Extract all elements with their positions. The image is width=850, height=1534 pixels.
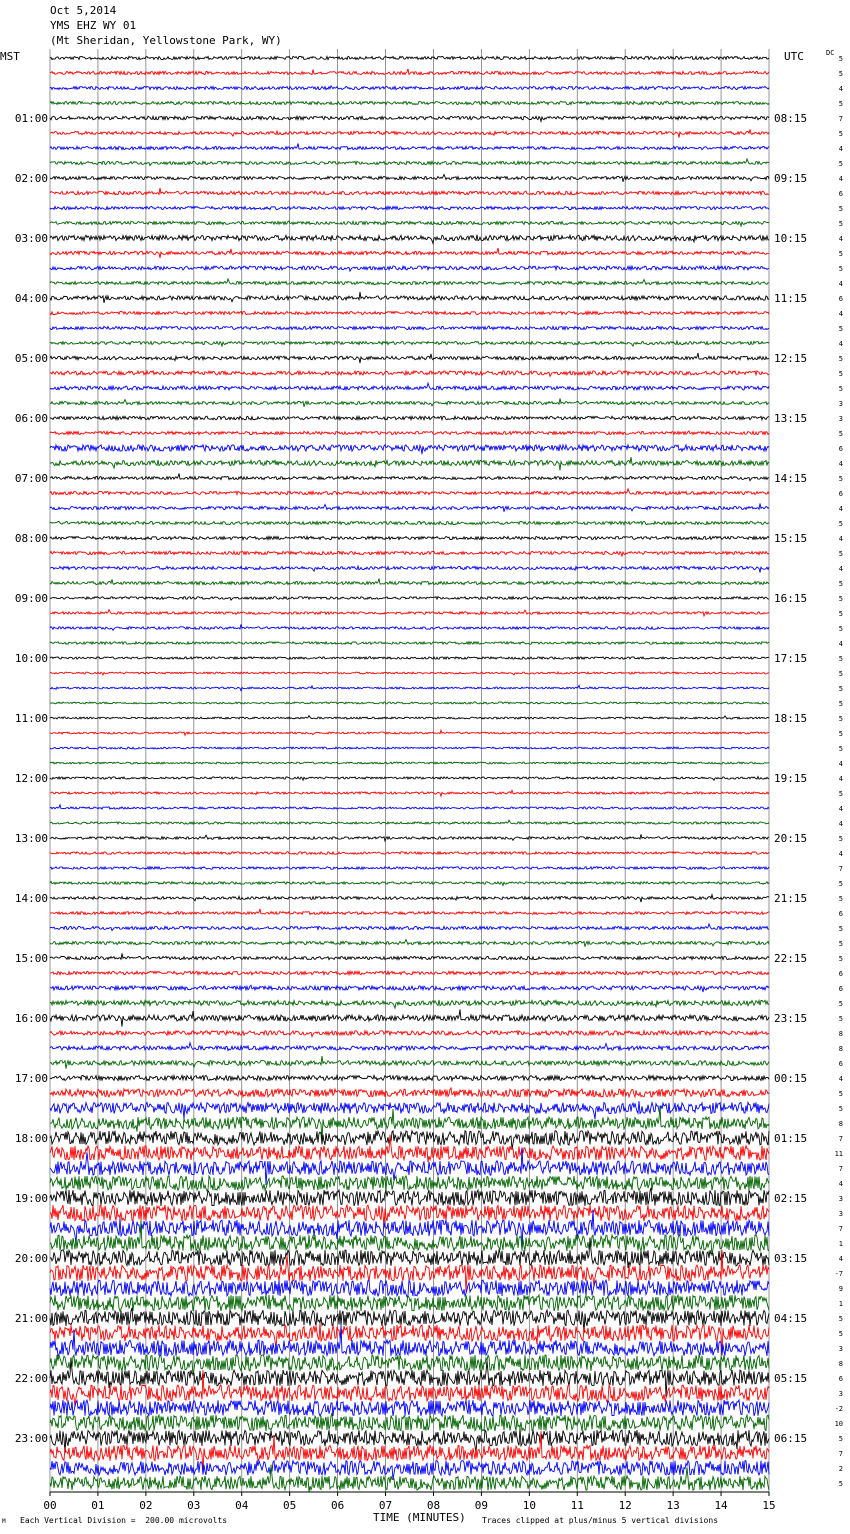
dc-offset-label: 7 xyxy=(838,1165,843,1173)
dc-offset-label: 5 xyxy=(838,790,843,798)
trace-5 xyxy=(50,116,769,121)
dc-offset-label: 5 xyxy=(838,715,843,723)
dc-offset-label: 6 xyxy=(838,490,843,498)
left-hour-label: 14:00 xyxy=(14,892,48,905)
left-hour-label: 17:00 xyxy=(14,1072,48,1085)
left-timezone-label: MST xyxy=(0,50,20,63)
dc-offset-label: 5 xyxy=(838,880,843,888)
dc-offset-label: 4 xyxy=(838,1180,843,1188)
trace-57 xyxy=(50,895,769,902)
dc-offset-label: 9 xyxy=(838,1285,843,1293)
trace-37 xyxy=(50,597,769,600)
left-hour-label: 02:00 xyxy=(14,172,48,185)
trace-27 xyxy=(50,445,769,454)
trace-8 xyxy=(50,159,769,166)
dc-offset-label: 5 xyxy=(838,385,843,393)
trace-36 xyxy=(50,579,769,585)
trace-51 xyxy=(50,805,769,810)
right-hour-label: 04:15 xyxy=(774,1312,808,1325)
trace-48 xyxy=(50,762,769,764)
seismic-traces xyxy=(50,56,769,1492)
trace-56 xyxy=(50,881,769,885)
trace-76 xyxy=(50,1176,769,1191)
dc-label: DC xyxy=(826,49,835,57)
dc-offset-label: 7 xyxy=(838,1225,843,1233)
dc-offset-label: 5 xyxy=(838,325,843,333)
dc-offset-label: 5 xyxy=(838,130,843,138)
trace-19 xyxy=(50,326,769,330)
trace-52 xyxy=(50,820,769,824)
left-hour-label: 20:00 xyxy=(14,1252,48,1265)
dc-offset-label: 4 xyxy=(838,805,843,813)
dc-offset-label: -2 xyxy=(834,1405,843,1413)
dc-offset-label: 5 xyxy=(838,100,843,108)
right-hour-label: 02:15 xyxy=(774,1192,808,1205)
dc-offset-label: 4 xyxy=(838,340,843,348)
left-hour-label: 13:00 xyxy=(14,832,48,845)
x-tick-label: 15 xyxy=(762,1499,776,1512)
trace-2 xyxy=(50,69,769,75)
dc-offset-label: 4 xyxy=(838,505,843,513)
x-tick-label: 09 xyxy=(474,1499,489,1512)
dc-offset-label: 2 xyxy=(838,1465,843,1473)
dc-offset-label: 7 xyxy=(838,115,843,123)
trace-77 xyxy=(50,1188,769,1206)
trace-39 xyxy=(50,624,769,630)
trace-22 xyxy=(50,371,769,376)
dc-offset-label: 6 xyxy=(838,1375,843,1383)
trace-84 xyxy=(50,1295,769,1311)
dc-offset-label: 4 xyxy=(838,460,843,468)
trace-62 xyxy=(50,971,769,975)
dc-offset-label: 5 xyxy=(838,1015,843,1023)
trace-53 xyxy=(50,834,769,841)
dc-offset-label: 5 xyxy=(838,355,843,363)
trace-54 xyxy=(50,852,769,855)
dc-offset-label: 5 xyxy=(838,730,843,738)
dc-offset-label: 5 xyxy=(838,55,843,63)
dc-offset-label: 5 xyxy=(838,265,843,273)
dc-offset-label: 6 xyxy=(838,295,843,303)
trace-73 xyxy=(50,1131,769,1150)
x-tick-label: 06 xyxy=(330,1499,345,1512)
trace-10 xyxy=(50,188,769,195)
vertical-division-note: Each Vertical Division = 200.00 microvolts xyxy=(20,1516,228,1525)
right-hour-label: 17:15 xyxy=(774,652,808,665)
trace-61 xyxy=(50,953,769,959)
x-tick-label: 10 xyxy=(522,1499,536,1512)
dc-offset-label: 10 xyxy=(834,1420,843,1428)
trace-68 xyxy=(50,1056,769,1069)
x-tick-label: 08 xyxy=(426,1499,441,1512)
trace-66 xyxy=(50,1031,769,1037)
dc-offset-label: 7 xyxy=(838,1450,843,1458)
dc-offset-label: 4 xyxy=(838,1255,843,1263)
trace-9 xyxy=(50,175,769,182)
trace-38 xyxy=(50,610,769,616)
right-hour-label: 06:15 xyxy=(774,1432,808,1445)
trace-24 xyxy=(50,398,769,406)
x-tick-label: 02 xyxy=(139,1499,153,1512)
dc-offset-label: 4 xyxy=(838,535,843,543)
dc-offset-label: 8 xyxy=(838,1045,843,1053)
header-location: (Mt Sheridan, Yellowstone Park, WY) xyxy=(50,34,282,47)
minute-gridlines xyxy=(50,49,769,1492)
left-hour-label: 09:00 xyxy=(14,592,48,605)
trace-29 xyxy=(50,474,769,481)
dc-offset-label: 5 xyxy=(838,1000,843,1008)
right-hour-label: 15:15 xyxy=(774,532,808,545)
right-hour-label: 18:15 xyxy=(774,712,808,725)
dc-offset-label: 5 xyxy=(838,220,843,228)
right-hour-label: 01:15 xyxy=(774,1132,808,1145)
trace-18 xyxy=(50,311,769,314)
header-station: YMS EHZ WY 01 xyxy=(50,19,137,32)
header-date: Oct 5,2014 xyxy=(50,4,117,17)
x-tick-label: 03 xyxy=(187,1499,201,1512)
dc-offset-label: 4 xyxy=(838,145,843,153)
right-hour-label: 23:15 xyxy=(774,1012,808,1025)
trace-67 xyxy=(50,1043,769,1051)
right-hour-label: 22:15 xyxy=(774,952,808,965)
trace-14 xyxy=(50,248,769,258)
x-tick-label: 04 xyxy=(235,1499,249,1512)
left-hour-label: 23:00 xyxy=(14,1432,48,1445)
dc-offset-label: 3 xyxy=(838,1210,843,1218)
trace-60 xyxy=(50,940,769,947)
right-timezone-label: UTC xyxy=(784,50,804,63)
right-hour-label: 16:15 xyxy=(774,592,808,605)
dc-offset-label: 3 xyxy=(838,1345,843,1353)
left-hour-label: 01:00 xyxy=(14,112,48,125)
right-hour-label: 21:15 xyxy=(774,892,808,905)
trace-88 xyxy=(50,1355,769,1376)
dc-offset-label: 5 xyxy=(838,595,843,603)
x-tick-label: 00 xyxy=(43,1499,57,1512)
dc-offset-label: 4 xyxy=(838,1075,843,1083)
trace-25 xyxy=(50,416,769,420)
trace-49 xyxy=(50,777,769,781)
trace-50 xyxy=(50,790,769,796)
right-hour-label: 13:15 xyxy=(774,412,808,425)
dc-offset-label: 4 xyxy=(838,775,843,783)
right-hour-label: 08:15 xyxy=(774,112,808,125)
left-hour-label: 08:00 xyxy=(14,532,48,545)
trace-46 xyxy=(50,730,769,735)
left-hour-label: 03:00 xyxy=(14,232,48,245)
dc-offset-label: 4 xyxy=(838,850,843,858)
dc-offset-label: 7 xyxy=(838,1135,843,1143)
dc-offset-label: 6 xyxy=(838,970,843,978)
trace-90 xyxy=(50,1370,769,1407)
dc-offset-label: 5 xyxy=(838,1330,843,1338)
dc-offset-label: 5 xyxy=(838,895,843,903)
dc-offset-label: 4 xyxy=(838,310,843,318)
dc-offset-label: 3 xyxy=(838,400,843,408)
dc-offset-label: 5 xyxy=(838,745,843,753)
trace-55 xyxy=(50,867,769,870)
trace-32 xyxy=(50,521,769,524)
trace-44 xyxy=(50,702,769,705)
dc-offset-label: 5 xyxy=(838,670,843,678)
left-hour-label: 16:00 xyxy=(14,1012,48,1025)
left-hour-label: 21:00 xyxy=(14,1312,48,1325)
x-tick-label: 13 xyxy=(666,1499,680,1512)
trace-63 xyxy=(50,985,769,992)
trace-83 xyxy=(50,1280,769,1297)
trace-21 xyxy=(50,353,769,363)
left-hour-label: 12:00 xyxy=(14,772,48,785)
trace-41 xyxy=(50,657,769,660)
trace-64 xyxy=(50,1000,769,1008)
trace-16 xyxy=(50,279,769,285)
trace-70 xyxy=(50,1088,769,1097)
trace-26 xyxy=(50,431,769,435)
dc-offset-label: 8 xyxy=(838,1360,843,1368)
trace-31 xyxy=(50,503,769,511)
right-hour-label: 14:15 xyxy=(774,472,808,485)
x-tick-label: 11 xyxy=(570,1499,584,1512)
dc-offset-label: 5 xyxy=(838,940,843,948)
dc-offset-label: 8 xyxy=(838,1030,843,1038)
dc-offset-label: 4 xyxy=(838,820,843,828)
dc-offset-label: 6 xyxy=(838,1060,843,1068)
trace-28 xyxy=(50,457,769,470)
dc-offset-label: 1 xyxy=(838,1240,843,1248)
trace-15 xyxy=(50,266,769,271)
left-hour-label: 19:00 xyxy=(14,1192,48,1205)
right-hour-label: 10:15 xyxy=(774,232,808,245)
dc-offset-label: 5 xyxy=(838,1435,843,1443)
dc-offset-label: 5 xyxy=(838,580,843,588)
right-hour-label: 19:15 xyxy=(774,772,808,785)
dc-offset-label: 4 xyxy=(838,280,843,288)
trace-65 xyxy=(50,1009,769,1026)
x-tick-label: 12 xyxy=(618,1499,632,1512)
x-tick-label: 14 xyxy=(714,1499,728,1512)
trace-6 xyxy=(50,129,769,137)
dc-offset-label: 4 xyxy=(838,565,843,573)
dc-offset-label: 5 xyxy=(838,205,843,213)
trace-11 xyxy=(50,206,769,209)
trace-20 xyxy=(50,341,769,346)
right-hour-label: 11:15 xyxy=(774,292,808,305)
left-hour-label: 10:00 xyxy=(14,652,48,665)
trace-71 xyxy=(50,1101,769,1119)
right-hour-label: 05:15 xyxy=(774,1372,808,1385)
dc-offset-label: 8 xyxy=(838,1120,843,1128)
left-hour-label: 04:00 xyxy=(14,292,48,305)
dc-offset-label: 5 xyxy=(838,370,843,378)
trace-58 xyxy=(50,909,769,915)
dc-offset-label: 3 xyxy=(838,415,843,423)
dc-offset-label: 3 xyxy=(838,1390,843,1398)
x-tick-label: 01 xyxy=(91,1499,105,1512)
right-hour-label: 00:15 xyxy=(774,1072,808,1085)
dc-offset-label: 4 xyxy=(838,760,843,768)
dc-offset-label: 5 xyxy=(838,610,843,618)
dc-offset-label: 6 xyxy=(838,985,843,993)
left-hour-label: 18:00 xyxy=(14,1132,48,1145)
dc-offset-label: 5 xyxy=(838,550,843,558)
trace-23 xyxy=(50,383,769,390)
dc-offset-label: 6 xyxy=(838,190,843,198)
dc-offset-label: 5 xyxy=(838,1480,843,1488)
trace-35 xyxy=(50,566,769,572)
dc-offset-label: 4 xyxy=(838,85,843,93)
trace-43 xyxy=(50,685,769,690)
dc-offset-label: 5 xyxy=(838,1090,843,1098)
trace-40 xyxy=(50,642,769,645)
dc-offset-label: 5 xyxy=(838,955,843,963)
right-hour-label: 09:15 xyxy=(774,172,808,185)
left-hour-label: 11:00 xyxy=(14,712,48,725)
dc-offset-label: 5 xyxy=(838,700,843,708)
trace-59 xyxy=(50,924,769,931)
dc-offset-label: 5 xyxy=(838,70,843,78)
trace-13 xyxy=(50,235,769,244)
trace-45 xyxy=(50,716,769,720)
trace-47 xyxy=(50,747,769,749)
dc-offset-label: 5 xyxy=(838,250,843,258)
trace-85 xyxy=(50,1308,769,1334)
dc-offset-label: 5 xyxy=(838,925,843,933)
dc-offset-label: 5 xyxy=(838,430,843,438)
dc-offset-label: 5 xyxy=(838,520,843,528)
dc-offset-label: 5 xyxy=(838,1105,843,1113)
trace-34 xyxy=(50,551,769,556)
left-hour-label: 05:00 xyxy=(14,352,48,365)
dc-offset-label: 6 xyxy=(838,910,843,918)
dc-offset-label: 5 xyxy=(838,685,843,693)
left-hour-label: 07:00 xyxy=(14,472,48,485)
trace-33 xyxy=(50,536,769,539)
right-hour-label: 12:15 xyxy=(774,352,808,365)
trace-3 xyxy=(50,86,769,90)
trace-4 xyxy=(50,101,769,104)
trace-92 xyxy=(50,1413,769,1431)
right-hour-label: 03:15 xyxy=(774,1252,808,1265)
dc-offset-label: 5 xyxy=(838,625,843,633)
x-tick-label: 07 xyxy=(378,1499,393,1512)
trace-1 xyxy=(50,56,769,59)
dc-offset-label: 5 xyxy=(838,655,843,663)
trace-91 xyxy=(50,1400,769,1416)
trace-30 xyxy=(50,489,769,495)
dc-offset-label: 5 xyxy=(838,835,843,843)
dc-offset-label: 4 xyxy=(838,175,843,183)
dc-offset-label: 5 xyxy=(838,475,843,483)
x-axis-title: TIME (MINUTES) xyxy=(373,1511,466,1524)
dc-offset-label: 11 xyxy=(834,1150,843,1158)
trace-17 xyxy=(50,292,769,303)
trace-12 xyxy=(50,221,769,226)
dc-offset-label: 4 xyxy=(838,640,843,648)
clip-note: Traces clipped at plus/minus 5 vertical divisions xyxy=(482,1516,719,1525)
corner-mark: M xyxy=(2,1518,6,1525)
left-hour-label: 15:00 xyxy=(14,952,48,965)
dc-offset-label: 4 xyxy=(838,235,843,243)
left-hour-label: 22:00 xyxy=(14,1372,48,1385)
dc-offset-label: 7 xyxy=(838,865,843,873)
trace-7 xyxy=(50,144,769,150)
dc-offset-label: 3 xyxy=(838,1195,843,1203)
right-hour-label: 20:15 xyxy=(774,832,808,845)
trace-69 xyxy=(50,1075,769,1080)
dc-offset-label: 5 xyxy=(838,1315,843,1323)
dc-offset-label: 6 xyxy=(838,445,843,453)
left-hour-label: 06:00 xyxy=(14,412,48,425)
x-tick-label: 05 xyxy=(283,1499,297,1512)
dc-offset-label: -7 xyxy=(834,1270,843,1278)
axis-labels xyxy=(15,55,843,1512)
dc-offset-label: 1 xyxy=(838,1300,843,1308)
dc-offset-label: 5 xyxy=(838,160,843,168)
trace-42 xyxy=(50,672,769,675)
